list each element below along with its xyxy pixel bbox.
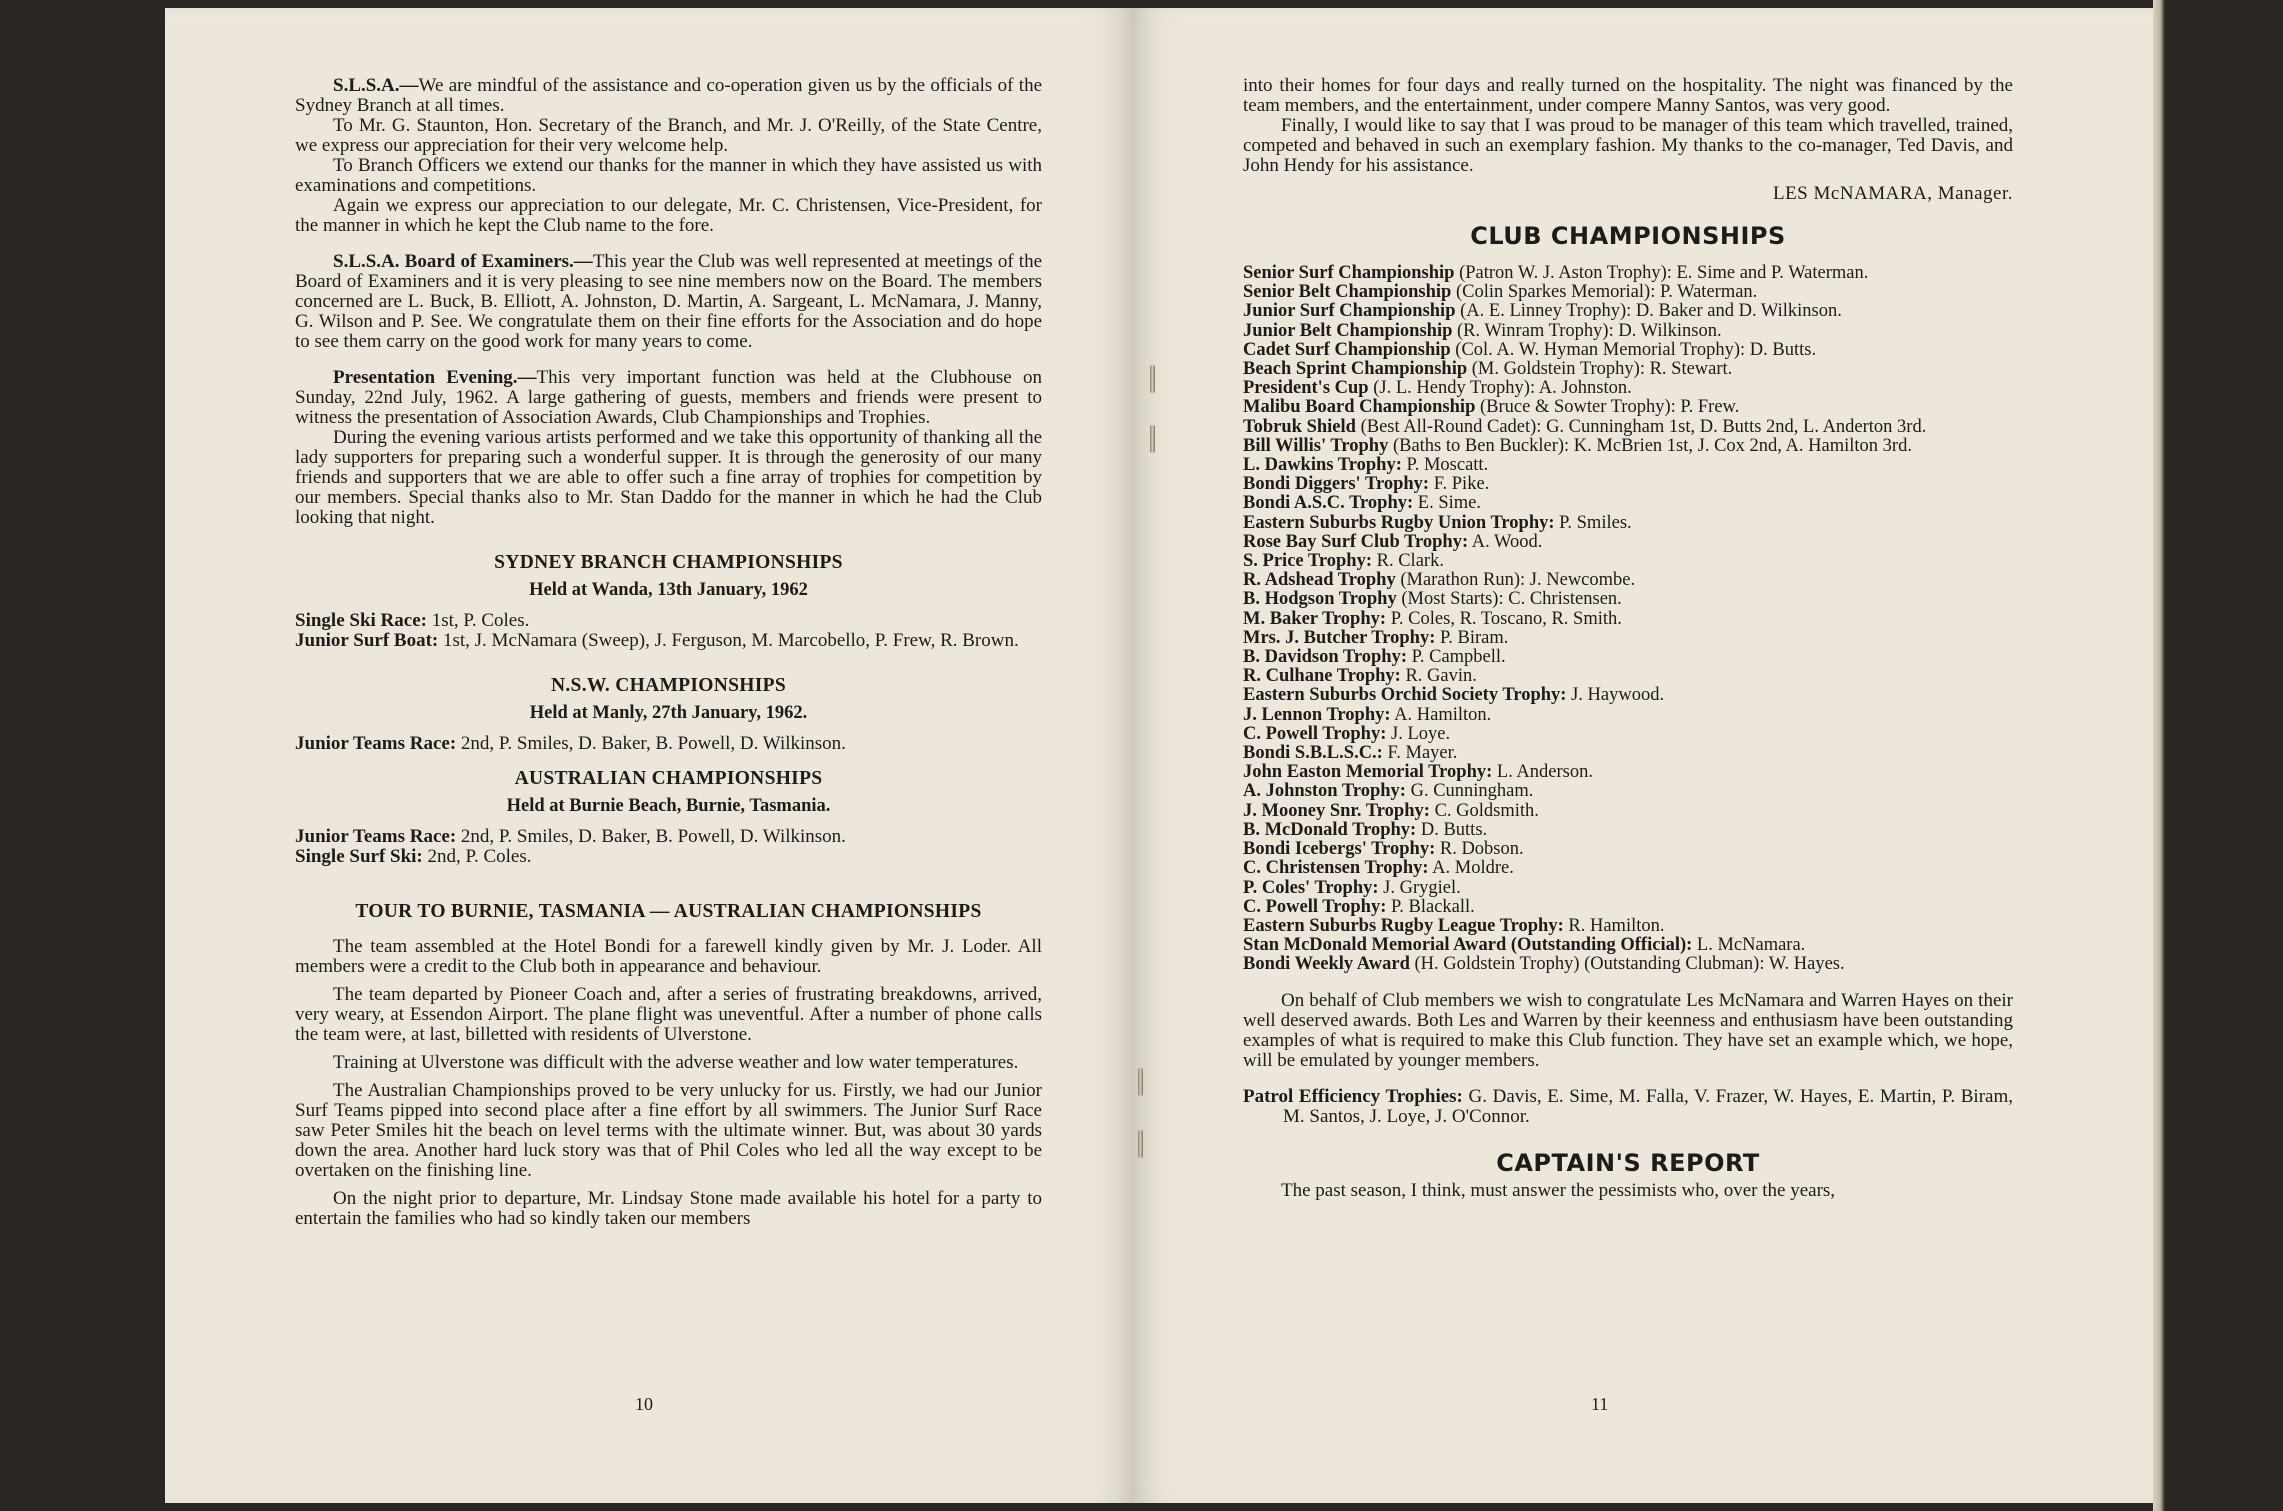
award-line xyxy=(1243,936,2013,955)
intro-section xyxy=(295,368,1042,528)
lead-text: C. Christensen Trophy: xyxy=(1243,858,1429,879)
body-text: (H. Goldstein Trophy) (Outstanding Clubman): W. Hayes. xyxy=(1409,954,1845,975)
body-text: L. McNamara. xyxy=(1692,935,1806,956)
body-text: F. Mayer. xyxy=(1382,743,1458,764)
body-text: P. Smiles. xyxy=(1554,512,1632,533)
australian-subheading: Held at Burnie Beach, Burnie, Tasmania. xyxy=(506,796,831,816)
left-page-content xyxy=(295,76,1042,1503)
nsw-results xyxy=(295,734,1042,754)
staple-top-upper xyxy=(1150,365,1155,393)
lead-text: Eastern Suburbs Rugby League Trophy: xyxy=(1243,915,1564,936)
result-line xyxy=(295,847,1042,867)
lead-text: Junior Teams Race: xyxy=(295,733,457,754)
club-awards-list xyxy=(1243,264,2013,975)
award-line xyxy=(1243,686,2013,705)
intro-paragraph xyxy=(295,156,1042,196)
body-text: P. Coles, R. Toscano, R. Smith. xyxy=(1386,608,1622,629)
congratulations-paragraph: On behalf of Club members we wish to congratulate Les McNamara and Warren Hayes on their well deserved awards. Both Les and Warren by their keenness and enthusiasm have been outstanding examples of what is required to make this Club function. They have set an example which, we hope, will be emulated by younger members. xyxy=(1243,989,2013,1071)
intro-section xyxy=(295,252,1042,352)
award-line xyxy=(1243,744,2013,763)
lead-text: Beach Sprint Championship xyxy=(1243,359,1468,380)
award-line xyxy=(1243,360,2013,379)
lead-text: Bondi S.B.L.S.C.: xyxy=(1243,743,1383,764)
left-page xyxy=(165,8,1133,1503)
body-text: J. Grygiel. xyxy=(1378,877,1461,898)
award-line xyxy=(1243,859,2013,878)
award-line xyxy=(1243,648,2013,667)
body-text: A. Moldre. xyxy=(1428,858,1514,879)
award-line xyxy=(1243,802,2013,821)
lead-text: Junior Belt Championship xyxy=(1243,320,1453,341)
tour-report xyxy=(295,937,1042,1229)
award-line xyxy=(1243,264,2013,283)
australian-results xyxy=(295,827,1042,867)
body-text: R. Clark. xyxy=(1372,551,1444,572)
club-championships-heading: CLUB CHAMPIONSHIPS xyxy=(1470,222,1786,250)
body-text: P. Biram. xyxy=(1435,627,1509,648)
body-text: J. Loye. xyxy=(1386,723,1451,744)
right-page xyxy=(1133,8,2153,1503)
body-text: (Colin Sparkes Memorial): P. Waterman. xyxy=(1451,282,1758,303)
award-line xyxy=(1243,552,2013,571)
intro-paragraph xyxy=(295,428,1042,528)
body-text: C. Goldsmith. xyxy=(1429,800,1539,821)
lead-text: A. Johnston Trophy: xyxy=(1243,781,1406,802)
lead-text: Eastern Suburbs Orchid Society Trophy: xyxy=(1243,685,1567,706)
body-text: R. Gavin. xyxy=(1400,666,1477,687)
award-line xyxy=(1243,610,2013,629)
body-text: (R. Winram Trophy): D. Wilkinson. xyxy=(1452,320,1722,341)
lead-text: President's Cup xyxy=(1243,378,1369,399)
body-text: A. Wood. xyxy=(1468,531,1543,552)
lead-text: Stan McDonald Memorial Award (Outstanding Official): xyxy=(1243,935,1693,956)
body-text: 2nd, P. Smiles, D. Baker, B. Powell, D. Wilkinson. xyxy=(456,826,846,847)
tour-paragraph: On the night prior to departure, Mr. Lindsay Stone made available his hotel for a party to entertain the families who had so kindly taken our members xyxy=(295,1188,1042,1229)
page-number-right: 11 xyxy=(1591,1394,1609,1414)
lead-text: Malibu Board Championship xyxy=(1243,397,1476,418)
lead-text: R. Adshead Trophy xyxy=(1243,570,1396,591)
body-text: J. Haywood. xyxy=(1566,685,1665,706)
lead-text: S.L.S.A.— xyxy=(333,75,419,96)
page-number-left: 10 xyxy=(635,1394,653,1414)
lead-text: Single Surf Ski: xyxy=(295,846,423,867)
captains-report-text: The past season, I think, must answer the pessimists who, over the years, xyxy=(1281,1179,1836,1201)
staple-bottom-lower xyxy=(1138,1130,1143,1158)
tour-paragraph: Training at Ulverstone was difficult with the adverse weather and low water temperatures. xyxy=(333,1052,1019,1073)
intro-paragraph xyxy=(295,76,1042,116)
lead-text: C. Powell Trophy: xyxy=(1243,723,1387,744)
award-line xyxy=(1243,283,2013,302)
intro-paragraph xyxy=(295,196,1042,236)
body-text: (Marathon Run): J. Newcombe. xyxy=(1395,570,1636,591)
lead-text: Bondi Weekly Award xyxy=(1243,954,1410,975)
australian-heading: AUSTRALIAN CHAMPIONSHIPS xyxy=(514,768,823,789)
lead-text: Senior Surf Championship xyxy=(1243,263,1455,283)
body-text: (Most Starts): C. Christensen. xyxy=(1396,589,1622,610)
award-line xyxy=(1243,821,2013,840)
lead-text: Rose Bay Surf Club Trophy: xyxy=(1243,531,1469,552)
body-text: R. Hamilton. xyxy=(1563,915,1665,936)
result-line xyxy=(295,827,1042,847)
staple-bottom-upper xyxy=(1138,1068,1143,1096)
body-text: A. Hamilton. xyxy=(1390,704,1492,725)
lead-text: Bondi Icebergs' Trophy: xyxy=(1243,839,1436,860)
award-line xyxy=(1243,955,2013,974)
intro-paragraph xyxy=(295,116,1042,156)
body-text: (Patron W. J. Aston Trophy): E. Sime and P. Waterman. xyxy=(1454,263,1869,283)
lead-text: Junior Teams Race: xyxy=(295,826,457,847)
body-text: P. Moscatt. xyxy=(1401,455,1489,476)
body-text: (Baths to Ben Buckler): K. McBrien 1st, J. Cox 2nd, A. Hamilton 3rd. xyxy=(1388,435,1912,456)
intro-paragraph xyxy=(295,252,1042,352)
award-line xyxy=(1243,379,2013,398)
body-text: P. Blackall. xyxy=(1386,896,1475,917)
staple-top-lower xyxy=(1150,425,1155,453)
lead-text: R. Culhane Trophy: xyxy=(1243,666,1401,687)
body-text: (Bruce & Sowter Trophy): P. Frew. xyxy=(1475,397,1740,418)
body-text: (Best All-Round Cadet): G. Cunningham 1st, D. Butts 2nd, L. Anderton 3rd. xyxy=(1355,416,1927,437)
lead-text: J. Lennon Trophy: xyxy=(1243,704,1391,725)
body-text: P. Campbell. xyxy=(1407,647,1506,668)
lead-text: J. Mooney Snr. Trophy: xyxy=(1243,800,1430,821)
tour-heading: TOUR TO BURNIE, TASMANIA — AUSTRALIAN CHAMPIONSHIPS xyxy=(355,901,982,922)
lead-text: L. Dawkins Trophy: xyxy=(1243,455,1402,476)
award-line xyxy=(1243,418,2013,437)
body-text: During the evening various artists performed and we take this opportunity of thanking all the lady supporters for preparing such a wonderful supper. It is through the generosity of our many friends and supporters that we are able to offer such a fine array of trophies for competition by our members. Special thanks also to Mr. Stan Daddo for the manner in which he had the Club looking that night. xyxy=(295,427,1042,528)
body-text: D. Butts. xyxy=(1416,819,1488,840)
award-line xyxy=(1243,898,2013,917)
body-text: E. Sime. xyxy=(1413,493,1482,514)
body-text: G. Cunningham. xyxy=(1405,781,1534,802)
award-line xyxy=(1243,667,2013,686)
body-text: (J. L. Hendy Trophy): A. Johnston. xyxy=(1368,378,1632,399)
tour-paragraph: The team departed by Pioneer Coach and, after a series of frustrating breakdowns, arrived, very weary, at Essendon Airport. The plane flight was uneventful. After a number of phone calls the team were, at last, billetted with residents of Ulverstone. xyxy=(295,984,1042,1045)
patrol-text: G. Davis, E. Sime, M. Falla, V. Frazer, W. Hayes, E. Martin, P. Biram, M. Santos, J. Loye, J. O'Connor. xyxy=(1283,1085,2013,1127)
award-line xyxy=(1243,475,2013,494)
lead-text: Bondi A.S.C. Trophy: xyxy=(1243,493,1414,514)
body-text: Again we express our appreciation to our delegate, Mr. C. Christensen, Vice-President, for the manner in which he kept the Club name to the fore. xyxy=(295,195,1042,236)
body-text: This very important function was held at the Clubhouse on Sunday, 22nd July, 1962. A large gathering of guests, members and friends were present to witness the presentation of Association Awards, Club Championships and Trophies. xyxy=(295,367,1042,428)
body-text: 1st, J. McNamara (Sweep), J. Ferguson, M. Marcobello, P. Frew, R. Brown. xyxy=(438,630,1019,651)
lead-text: S.L.S.A. Board of Examiners.— xyxy=(333,251,593,272)
nsw-subheading: Held at Manly, 27th January, 1962. xyxy=(529,703,808,723)
lead-text: Bill Willis' Trophy xyxy=(1243,435,1389,456)
result-line xyxy=(295,631,1042,651)
body-text: To Branch Officers we extend our thanks for the manner in which they have assisted us with examinations and competitions. xyxy=(295,155,1042,196)
lead-text: Eastern Suburbs Rugby Union Trophy: xyxy=(1243,512,1555,533)
award-line xyxy=(1243,302,2013,321)
result-line xyxy=(295,734,1042,754)
right-page-content xyxy=(1243,76,2013,1503)
body-text: To Mr. G. Staunton, Hon. Secretary of the Branch, and Mr. J. O'Reilly, of the State Centre, we express our appreciation for their very welcome help. xyxy=(295,115,1042,156)
body-text: (M. Goldstein Trophy): R. Stewart. xyxy=(1467,359,1733,380)
lead-text: Presentation Evening.— xyxy=(333,367,537,388)
sydney-branch-heading: SYDNEY BRANCH CHAMPIONSHIPS xyxy=(494,552,843,573)
award-line xyxy=(1243,571,2013,590)
body-text: R. Dobson. xyxy=(1435,839,1524,860)
result-line xyxy=(295,611,1042,631)
award-line xyxy=(1243,840,2013,859)
nsw-heading: N.S.W. CHAMPIONSHIPS xyxy=(551,675,786,696)
tour-paragraph: The Australian Championships proved to be very unlucky for us. Firstly, we had our Junior Surf Teams pipped into second place after a fine effort by all swimmers. The Junior Surf Race saw Peter Smiles hit the beach on level terms with the ultimate winner. But, was about 30 yards down the area. Another hard luck story was that of Phil Coles who led all the way except to be overtaken on the finishing line. xyxy=(295,1080,1042,1181)
lead-text: M. Baker Trophy: xyxy=(1243,608,1387,629)
body-text: 2nd, P. Smiles, D. Baker, B. Powell, D. Wilkinson. xyxy=(456,733,846,754)
lead-text: P. Coles' Trophy: xyxy=(1243,877,1379,898)
body-text: 2nd, P. Coles. xyxy=(422,846,532,867)
lead-text: Single Ski Race: xyxy=(295,610,427,631)
body-text: (A. E. Linney Trophy): D. Baker and D. Wilkinson. xyxy=(1455,301,1842,322)
lead-text: B. Hodgson Trophy xyxy=(1243,589,1397,610)
award-line xyxy=(1243,763,2013,782)
award-line xyxy=(1243,494,2013,513)
intro-paragraph xyxy=(295,368,1042,428)
lead-text: John Easton Memorial Trophy: xyxy=(1243,762,1493,783)
body-text: This year the Club was well represented at meetings of the Board of Examiners and it is very pleasing to see nine members now on the Board. The members concerned are L. Buck, B. Elliott, A. Johnston, D. Martin, A. Sargeant, L. McNamara, J. Manny, G. Wilson and P. See. We congratulate them on their fine efforts for the Association and do hope to see them carry on the good work for many years to come. xyxy=(295,251,1042,352)
lead-text: B. McDonald Trophy: xyxy=(1243,819,1417,840)
patrol-lead: Patrol Efficiency Trophies: xyxy=(1243,1085,1463,1107)
body-text: We are mindful of the assistance and co-operation given us by the officials of the Sydney Branch at all times. xyxy=(295,75,1042,116)
lead-text: Cadet Surf Championship xyxy=(1243,339,1451,360)
lead-text: Mrs. J. Butcher Trophy: xyxy=(1243,627,1436,648)
award-line xyxy=(1243,590,2013,609)
lead-text: Tobruk Shield xyxy=(1243,416,1356,437)
lead-text: C. Powell Trophy: xyxy=(1243,896,1387,917)
award-line xyxy=(1243,725,2013,744)
sydney-branch-subheading: Held at Wanda, 13th January, 1962 xyxy=(529,580,808,600)
award-line xyxy=(1243,398,2013,417)
lead-text: Junior Surf Championship xyxy=(1243,301,1456,322)
tour-paragraph: The team assembled at the Hotel Bondi for a farewell kindly given by Mr. J. Loder. All members were a credit to the Club both in appearance and behaviour. xyxy=(295,936,1042,977)
sydney-branch-results xyxy=(295,611,1042,651)
award-line xyxy=(1243,879,2013,898)
award-line xyxy=(1243,917,2013,936)
intro-section xyxy=(295,76,1042,236)
award-line xyxy=(1243,629,2013,648)
award-line xyxy=(1243,322,2013,341)
lead-text: Bondi Diggers' Trophy: xyxy=(1243,474,1430,495)
tour-report-continued xyxy=(1243,76,2013,176)
award-line xyxy=(1243,533,2013,552)
captains-report-heading: CAPTAIN'S REPORT xyxy=(1496,1148,1760,1177)
award-line xyxy=(1243,341,2013,360)
body-text: 1st, P. Coles. xyxy=(426,610,530,631)
lead-text: S. Price Trophy: xyxy=(1243,551,1372,572)
body-text: F. Pike. xyxy=(1429,474,1490,495)
lead-text: Senior Belt Championship xyxy=(1243,282,1452,303)
award-line xyxy=(1243,456,2013,475)
manager-signature: LES McNAMARA, Manager. xyxy=(1772,183,2013,204)
tour-continued-paragraph: Finally, I would like to say that I was proud to be manager of this team which travelled, trained, competed and behaved in such an exemplary fashion. My thanks to the co-manager, Ted Davis, and John Hendy for his assistance. xyxy=(1243,115,2013,176)
book-edge xyxy=(2153,0,2165,1511)
body-text: L. Anderson. xyxy=(1492,762,1593,783)
lead-text: Junior Surf Boat: xyxy=(295,630,439,651)
award-line xyxy=(1243,706,2013,725)
patrol-efficiency-trophies xyxy=(1243,1087,2013,1127)
body-text: (Col. A. W. Hyman Memorial Trophy): D. Butts. xyxy=(1450,339,1817,360)
award-line xyxy=(1243,514,2013,533)
tour-continued-paragraph: into their homes for four days and really turned on the hospitality. The night was financed by the team members, and the entertainment, under compere Manny Santos, was very good. xyxy=(1243,75,2013,116)
left-intro-sections xyxy=(295,76,1042,528)
award-line xyxy=(1243,782,2013,801)
lead-text: B. Davidson Trophy: xyxy=(1243,647,1407,668)
award-line xyxy=(1243,437,2013,456)
